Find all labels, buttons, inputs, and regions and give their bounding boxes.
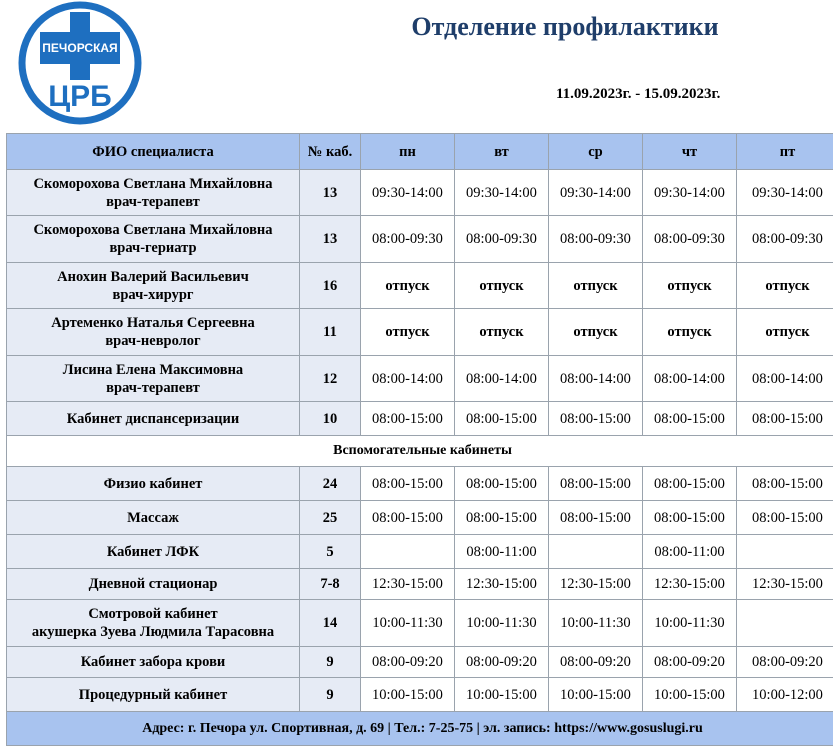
schedule-cell: 10:00-11:30: [549, 600, 643, 647]
room-cell: 13: [300, 170, 361, 216]
specialist-name-cell: Скоморохова Светлана Михайловна врач-терапевт: [7, 170, 300, 216]
schedule-cell: 08:00-15:00: [361, 467, 455, 501]
specialist-name-cell: Смотровой кабинет акушерка Зуева Людмила Тарасовна: [7, 600, 300, 647]
schedule-cell: 12:30-15:00: [361, 569, 455, 600]
column-header: чт: [643, 134, 737, 170]
schedule-cell: 12:30-15:00: [455, 569, 549, 600]
schedule-cell: 08:00-15:00: [643, 501, 737, 535]
schedule-cell: отпуск: [549, 263, 643, 309]
specialist-name-cell: Кабинет забора крови: [7, 647, 300, 678]
address-footer: Адрес: г. Печора ул. Спортивная, д. 69 | Тел.: 7-25-75 | эл. запись: https://www.gosuslugi.ru: [7, 712, 833, 746]
schedule-cell: 08:00-15:00: [643, 402, 737, 436]
schedule-cell: [737, 600, 833, 647]
room-cell: 11: [300, 309, 361, 356]
schedule-cell: 08:00-15:00: [361, 501, 455, 535]
room-cell: 5: [300, 535, 361, 569]
table-row: [7, 535, 833, 569]
footer-row: [7, 712, 833, 746]
schedule-cell: 10:00-15:00: [455, 678, 549, 712]
specialist-name-cell: Скоморохова Светлана Михайловна врач-гериатр: [7, 216, 300, 263]
logo-bottom-text: ЦРБ: [48, 80, 112, 113]
schedule-cell: 08:00-15:00: [549, 501, 643, 535]
schedule-cell: 08:00-09:30: [455, 216, 549, 263]
specialist-name-cell: Кабинет ЛФК: [7, 535, 300, 569]
schedule-cell: 08:00-09:30: [361, 216, 455, 263]
table-row: [7, 600, 833, 647]
schedule-cell: [737, 535, 833, 569]
table-row: [7, 356, 833, 402]
section-header-row: [7, 436, 833, 467]
schedule-cell: 10:00-12:00: [737, 678, 833, 712]
schedule-cell: 08:00-09:20: [643, 647, 737, 678]
schedule-cell: 08:00-15:00: [549, 467, 643, 501]
table-header-row: [7, 134, 833, 170]
schedule-cell: [361, 535, 455, 569]
schedule-cell: отпуск: [361, 309, 455, 356]
schedule-cell: 10:00-11:30: [455, 600, 549, 647]
table-row: [7, 678, 833, 712]
table-row: [7, 501, 833, 535]
schedule-cell: 08:00-09:20: [455, 647, 549, 678]
room-cell: 13: [300, 216, 361, 263]
specialist-name-cell: Артеменко Наталья Сергеевна врач-невролог: [7, 309, 300, 356]
schedule-cell: 10:00-11:30: [643, 600, 737, 647]
schedule-cell: отпуск: [455, 309, 549, 356]
specialist-name-cell: Кабинет диспансеризации: [7, 402, 300, 436]
table-row: [7, 263, 833, 309]
room-cell: 7-8: [300, 569, 361, 600]
schedule-cell: отпуск: [737, 263, 833, 309]
section-title: Вспомогательные кабинеты: [7, 436, 833, 467]
schedule-cell: отпуск: [737, 309, 833, 356]
table-row: [7, 402, 833, 436]
schedule-cell: 08:00-09:20: [737, 647, 833, 678]
column-header: ср: [549, 134, 643, 170]
schedule-cell: 09:30-14:00: [455, 170, 549, 216]
room-cell: 9: [300, 678, 361, 712]
schedule-cell: 08:00-15:00: [737, 467, 833, 501]
schedule-cell: 10:00-15:00: [643, 678, 737, 712]
column-header: пн: [361, 134, 455, 170]
room-cell: 9: [300, 647, 361, 678]
schedule-cell: 08:00-14:00: [737, 356, 833, 402]
schedule-cell: 08:00-15:00: [549, 402, 643, 436]
room-cell: 12: [300, 356, 361, 402]
schedule-cell: 08:00-09:30: [737, 216, 833, 263]
schedule-cell: 08:00-11:00: [643, 535, 737, 569]
specialist-name-cell: Лисина Елена Максимовна врач-терапевт: [7, 356, 300, 402]
specialist-name-cell: Процедурный кабинет: [7, 678, 300, 712]
schedule-cell: 08:00-09:30: [549, 216, 643, 263]
specialist-name-cell: Дневной стационар: [7, 569, 300, 600]
schedule-cell: 08:00-09:20: [549, 647, 643, 678]
column-header: № каб.: [300, 134, 361, 170]
schedule-cell: 08:00-09:20: [361, 647, 455, 678]
schedule-cell: 08:00-15:00: [455, 501, 549, 535]
room-cell: 24: [300, 467, 361, 501]
schedule-cell: 12:30-15:00: [549, 569, 643, 600]
schedule-table: [6, 133, 833, 746]
schedule-cell: отпуск: [455, 263, 549, 309]
column-header: ФИО специалиста: [7, 134, 300, 170]
specialist-name-cell: Физио кабинет: [7, 467, 300, 501]
table-row: [7, 309, 833, 356]
schedule-cell: 10:00-15:00: [549, 678, 643, 712]
schedule-cell: 09:30-14:00: [643, 170, 737, 216]
table-row: [7, 647, 833, 678]
schedule-cell: 08:00-14:00: [643, 356, 737, 402]
schedule-cell: 08:00-15:00: [455, 402, 549, 436]
specialist-name-cell: Анохин Валерий Васильевич врач-хирург: [7, 263, 300, 309]
schedule-cell: 08:00-15:00: [455, 467, 549, 501]
schedule-cell: 08:00-11:00: [455, 535, 549, 569]
table-row: [7, 467, 833, 501]
room-cell: 16: [300, 263, 361, 309]
table-row: [7, 216, 833, 263]
schedule-period: 11.09.2023г. - 15.09.2023г.: [556, 86, 720, 103]
schedule-cell: отпуск: [549, 309, 643, 356]
schedule-cell: 10:00-15:00: [361, 678, 455, 712]
schedule-cell: 08:00-15:00: [643, 467, 737, 501]
schedule-cell: 08:00-14:00: [455, 356, 549, 402]
schedule-cell: 08:00-14:00: [361, 356, 455, 402]
room-cell: 25: [300, 501, 361, 535]
schedule-cell: 08:00-15:00: [737, 501, 833, 535]
schedule-cell: 09:30-14:00: [549, 170, 643, 216]
table-row: [7, 569, 833, 600]
page-title: Отделение профилактики: [0, 12, 833, 42]
schedule-cell: 10:00-11:30: [361, 600, 455, 647]
room-cell: 10: [300, 402, 361, 436]
schedule-cell: 12:30-15:00: [643, 569, 737, 600]
schedule-cell: 08:00-09:30: [643, 216, 737, 263]
table-row: [7, 170, 833, 216]
column-header: пт: [737, 134, 833, 170]
schedule-cell: 12:30-15:00: [737, 569, 833, 600]
schedule-cell: 09:30-14:00: [737, 170, 833, 216]
schedule-cell: отпуск: [361, 263, 455, 309]
schedule-cell: [549, 535, 643, 569]
schedule-cell: 09:30-14:00: [361, 170, 455, 216]
schedule-cell: 08:00-15:00: [737, 402, 833, 436]
logo-top-text: ПЕЧОРСКАЯ: [42, 41, 117, 55]
room-cell: 14: [300, 600, 361, 647]
column-header: вт: [455, 134, 549, 170]
schedule-cell: 08:00-14:00: [549, 356, 643, 402]
schedule-cell: отпуск: [643, 309, 737, 356]
schedule-cell: 08:00-15:00: [361, 402, 455, 436]
specialist-name-cell: Массаж: [7, 501, 300, 535]
schedule-cell: отпуск: [643, 263, 737, 309]
